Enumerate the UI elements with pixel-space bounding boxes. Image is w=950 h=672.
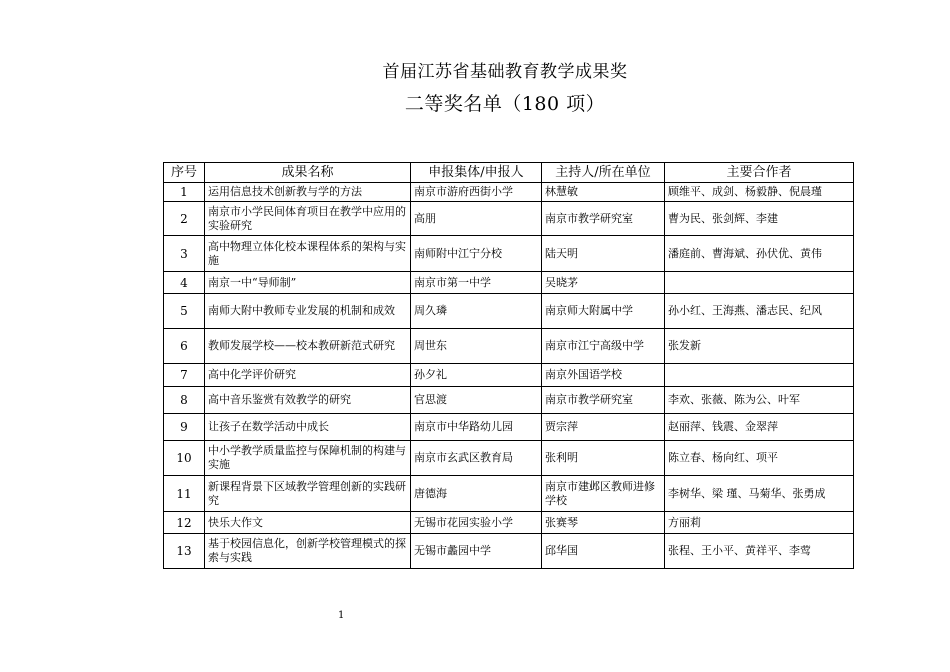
award-list-table	[163, 162, 854, 569]
cell-name: 高中音乐鉴赏有效教学的研究	[205, 387, 411, 414]
table-row	[164, 294, 854, 329]
cell-no: 8	[164, 387, 205, 414]
header-no: 序号	[164, 163, 205, 183]
cell-no: 3	[164, 236, 205, 272]
cell-org: 唐德海	[411, 476, 542, 512]
cell-host: 南京市教学研究室	[542, 387, 665, 414]
cell-no: 4	[164, 272, 205, 294]
table-row	[164, 202, 854, 236]
cell-host: 南京市教学研究室	[542, 202, 665, 236]
cell-coauthors: 陈立春、杨向红、项平	[665, 441, 854, 476]
cell-name: 南京一中“导师制”	[205, 272, 411, 294]
header-coauthors: 主要合作者	[665, 163, 854, 183]
cell-host: 陆天明	[542, 236, 665, 272]
cell-org: 高朋	[411, 202, 542, 236]
table-row	[164, 364, 854, 387]
cell-host: 南京市江宁高级中学	[542, 329, 665, 364]
cell-coauthors	[665, 272, 854, 294]
cell-host: 吴晓茅	[542, 272, 665, 294]
cell-name: 基于校园信息化，创新学校管理模式的探索与实践	[205, 534, 411, 569]
cell-org: 无锡市花园实验小学	[411, 512, 542, 534]
cell-org: 周世东	[411, 329, 542, 364]
cell-host: 贾宗萍	[542, 414, 665, 441]
cell-name: 让孩子在数学活动中成长	[205, 414, 411, 441]
cell-name: 运用信息技术创新教与学的方法	[205, 183, 411, 202]
cell-coauthors	[665, 364, 854, 387]
cell-no: 7	[164, 364, 205, 387]
table-row	[164, 441, 854, 476]
document-title: 首届江苏省基础教育教学成果奖	[382, 62, 628, 82]
header-name: 成果名称	[205, 163, 411, 183]
cell-coauthors: 曹为民、张剑辉、李建	[665, 202, 854, 236]
cell-name: 高中化学评价研究	[205, 364, 411, 387]
cell-no: 9	[164, 414, 205, 441]
table-row	[164, 414, 854, 441]
table-row	[164, 534, 854, 569]
cell-no: 5	[164, 294, 205, 329]
cell-coauthors: 顾维平、成剑、杨毅静、倪晨瑾	[665, 183, 854, 202]
cell-coauthors: 赵丽萍、钱震、金翠萍	[665, 414, 854, 441]
cell-host: 南京市建邺区教师进修学校	[542, 476, 665, 512]
cell-no: 12	[164, 512, 205, 534]
cell-org: 南京市中华路幼儿园	[411, 414, 542, 441]
cell-coauthors: 张发新	[665, 329, 854, 364]
cell-org: 南京市游府西街小学	[411, 183, 542, 202]
cell-name: 南师大附中教师专业发展的机制和成效	[205, 294, 411, 329]
table-row	[164, 272, 854, 294]
document-subtitle: 二等奖名单（180 项）	[404, 93, 606, 115]
header-host: 主持人/所在单位	[542, 163, 665, 183]
table-row	[164, 476, 854, 512]
cell-coauthors: 方丽莉	[665, 512, 854, 534]
cell-name: 教师发展学校——校本教研新范式研究	[205, 329, 411, 364]
table-row	[164, 387, 854, 414]
cell-no: 1	[164, 183, 205, 202]
header-org: 申报集体/申报人	[411, 163, 542, 183]
table-row	[164, 329, 854, 364]
cell-org: 孙夕礼	[411, 364, 542, 387]
cell-coauthors: 张程、王小平、黄祥平、李莺	[665, 534, 854, 569]
table-row	[164, 512, 854, 534]
cell-host: 张赛琴	[542, 512, 665, 534]
table-body	[164, 183, 854, 569]
cell-org: 南师附中江宁分校	[411, 236, 542, 272]
table-row	[164, 183, 854, 202]
cell-coauthors: 潘庭前、曹海斌、孙伏优、黄伟	[665, 236, 854, 272]
cell-no: 6	[164, 329, 205, 364]
cell-no: 13	[164, 534, 205, 569]
cell-name: 快乐大作文	[205, 512, 411, 534]
cell-name: 高中物理立体化校本课程体系的架构与实施	[205, 236, 411, 272]
cell-org: 周久璘	[411, 294, 542, 329]
cell-no: 2	[164, 202, 205, 236]
cell-org: 官思渡	[411, 387, 542, 414]
cell-org: 无锡市蠡园中学	[411, 534, 542, 569]
table-row	[164, 236, 854, 272]
table-header-row	[164, 163, 854, 183]
cell-coauthors: 李树华、梁 瑾、马菊华、张勇成	[665, 476, 854, 512]
cell-host: 林慧敏	[542, 183, 665, 202]
cell-no: 10	[164, 441, 205, 476]
cell-host: 张利明	[542, 441, 665, 476]
cell-coauthors: 李欢、张薇、陈为公、叶军	[665, 387, 854, 414]
cell-no: 11	[164, 476, 205, 512]
cell-name: 南京市小学民间体育项目在教学中应用的实验研究	[205, 202, 411, 236]
cell-org: 南京市第一中学	[411, 272, 542, 294]
cell-host: 南京师大附属中学	[542, 294, 665, 329]
cell-org: 南京市玄武区教育局	[411, 441, 542, 476]
cell-coauthors: 孙小红、王海燕、潘志民、纪风	[665, 294, 854, 329]
cell-host: 邱华国	[542, 534, 665, 569]
cell-name: 中小学教学质量监控与保障机制的构建与实施	[205, 441, 411, 476]
cell-name: 新课程背景下区域教学管理创新的实践研究	[205, 476, 411, 512]
page-number: 1	[338, 610, 345, 621]
cell-host: 南京外国语学校	[542, 364, 665, 387]
